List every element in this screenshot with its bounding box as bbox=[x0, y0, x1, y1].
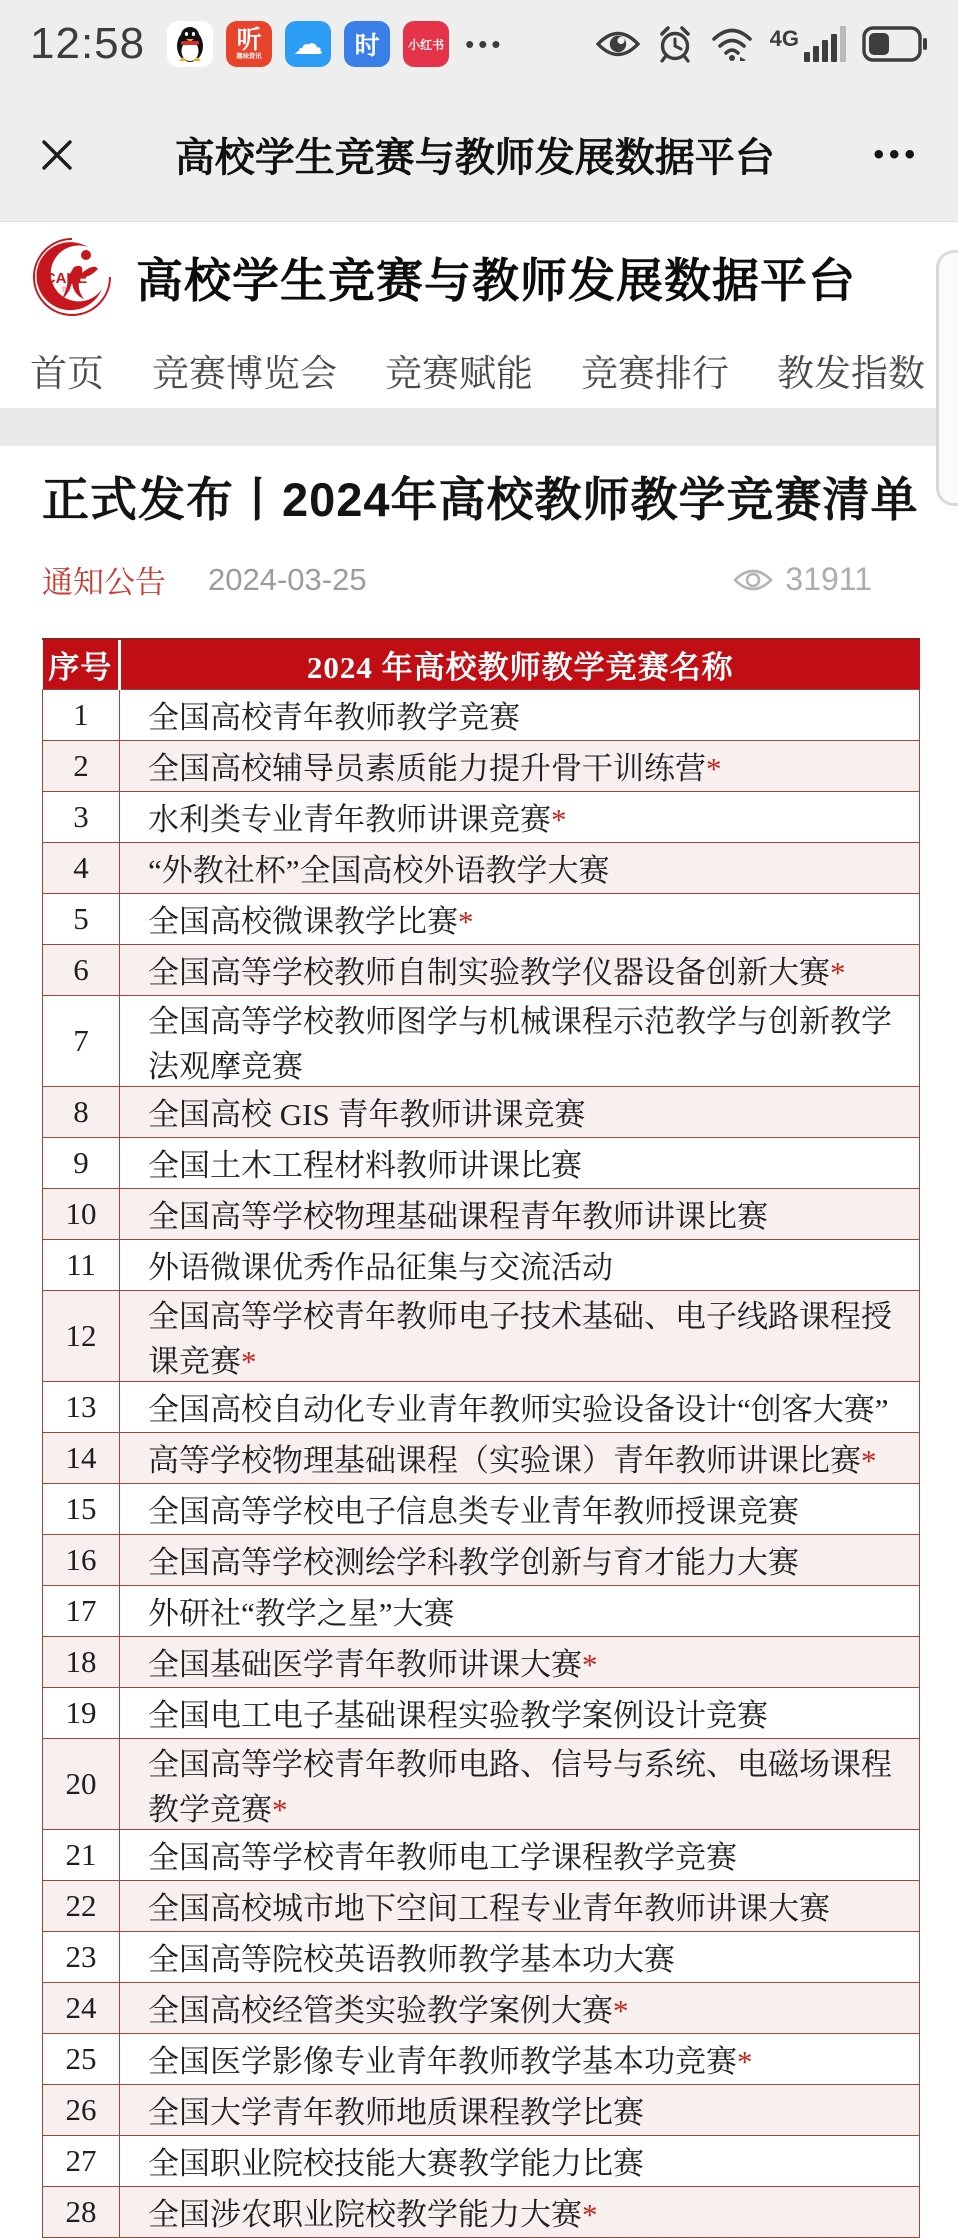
row-number: 11 bbox=[43, 1239, 120, 1290]
asterisk-marker: * bbox=[861, 1443, 877, 1479]
competition-name: 水利类专业青年教师讲课竞赛* bbox=[120, 791, 920, 842]
table-row bbox=[43, 1483, 920, 1534]
competition-name: 全国职业院校技能大赛教学能力比赛 bbox=[120, 2135, 920, 2186]
eye-mode-icon bbox=[596, 29, 640, 59]
publish-date: 2024-03-25 bbox=[208, 561, 367, 597]
more-notifications-dots: ••• bbox=[465, 28, 505, 59]
clock-time: 12:58 bbox=[30, 19, 146, 68]
row-number: 14 bbox=[43, 1432, 120, 1483]
signal-bar-5 bbox=[840, 26, 846, 62]
table-row bbox=[43, 2084, 920, 2135]
listen-app-glyph: 听 bbox=[236, 26, 262, 54]
competition-name: 全国电工电子基础课程实验教学案例设计竞赛 bbox=[120, 1687, 920, 1738]
row-number: 24 bbox=[43, 1982, 120, 2033]
close-button[interactable] bbox=[38, 136, 76, 174]
asterisk-marker: * bbox=[582, 1647, 598, 1683]
competition-name: 全国高等学校教师自制实验教学仪器设备创新大赛* bbox=[120, 944, 920, 995]
row-number: 18 bbox=[43, 1636, 120, 1687]
table-row bbox=[43, 1738, 920, 1829]
battery-icon bbox=[862, 26, 928, 62]
table-row bbox=[43, 1585, 920, 1636]
row-number: 19 bbox=[43, 1687, 120, 1738]
table-row bbox=[43, 842, 920, 893]
nav-item-empower[interactable]: 竞赛赋能 bbox=[385, 353, 533, 394]
notification-app-icons bbox=[167, 21, 449, 67]
competition-name: 全国高等学校测绘学科教学创新与育才能力大赛 bbox=[120, 1534, 920, 1585]
webview-titlebar bbox=[0, 88, 958, 222]
row-number: 9 bbox=[43, 1137, 120, 1188]
row-number: 13 bbox=[43, 1381, 120, 1432]
competition-name: 全国高校 GIS 青年教师讲课竞赛 bbox=[120, 1086, 920, 1137]
competition-name: 全国高等学校物理基础课程青年教师讲课比赛 bbox=[120, 1188, 920, 1239]
row-number: 7 bbox=[43, 995, 120, 1086]
row-number: 27 bbox=[43, 2135, 120, 2186]
asterisk-marker: * bbox=[706, 751, 722, 787]
row-number: 8 bbox=[43, 1086, 120, 1137]
wifi-icon bbox=[710, 27, 754, 61]
row-number: 10 bbox=[43, 1188, 120, 1239]
row-number: 16 bbox=[43, 1534, 120, 1585]
competition-table bbox=[42, 640, 920, 2238]
asterisk-marker: * bbox=[458, 904, 474, 940]
status-bar bbox=[0, 0, 958, 88]
table-row bbox=[43, 689, 920, 740]
qq-icon bbox=[167, 21, 213, 67]
row-number: 25 bbox=[43, 2033, 120, 2084]
shi-app-icon bbox=[344, 21, 390, 67]
article-title: 正式发布丨2024年高校教师教学竞赛清单 bbox=[42, 473, 919, 526]
category-label[interactable]: 通知公告 bbox=[42, 565, 166, 601]
competition-name: 外语微课优秀作品征集与交流活动 bbox=[120, 1239, 920, 1290]
network-type-label: 4G bbox=[769, 26, 799, 51]
competition-name: 全国高校经管类实验教学案例大赛* bbox=[120, 1982, 920, 2033]
row-number: 5 bbox=[43, 893, 120, 944]
asterisk-marker: * bbox=[737, 2044, 753, 2080]
table-row bbox=[43, 2186, 920, 2237]
status-bar-right-icons bbox=[596, 25, 928, 63]
competition-name: 全国高校微课教学比赛* bbox=[120, 893, 920, 944]
table-row bbox=[43, 1534, 920, 1585]
asterisk-marker: * bbox=[241, 1343, 257, 1379]
table-row bbox=[43, 1239, 920, 1290]
nav-item-home[interactable]: 首页 bbox=[30, 353, 104, 394]
asterisk-marker: * bbox=[613, 1993, 629, 2029]
cloud-glyph: ☁ bbox=[293, 27, 324, 61]
webview-title: 高校学生竞赛与教师发展数据平台 bbox=[174, 136, 775, 180]
article-meta bbox=[42, 557, 920, 602]
xiaohongshu-glyph: 小红书 bbox=[408, 37, 445, 52]
table-row bbox=[43, 1432, 920, 1483]
competition-table-wrap bbox=[42, 638, 920, 2238]
section-divider bbox=[0, 410, 958, 446]
competition-name: 全国高校自动化专业青年教师实验设备设计“创客大赛” bbox=[120, 1381, 920, 1432]
row-number: 23 bbox=[43, 1931, 120, 1982]
table-row bbox=[43, 1188, 920, 1239]
table-row bbox=[43, 1687, 920, 1738]
table-row bbox=[43, 791, 920, 842]
row-number: 28 bbox=[43, 2186, 120, 2237]
xiaohongshu-app-icon bbox=[403, 21, 449, 67]
row-number: 22 bbox=[43, 1880, 120, 1931]
competition-name: 全国高等学校青年教师电工学课程教学竞赛 bbox=[120, 1829, 920, 1880]
signal-bar-2 bbox=[813, 46, 819, 62]
row-number: 2 bbox=[43, 740, 120, 791]
row-number: 6 bbox=[43, 944, 120, 995]
row-number: 15 bbox=[43, 1483, 120, 1534]
listen-app-icon bbox=[226, 21, 272, 67]
competition-name: 高等学校物理基础课程（实验课）青年教师讲课比赛* bbox=[120, 1432, 920, 1483]
svg-text:学会: 学会 bbox=[60, 287, 72, 293]
site-title: 高校学生竞赛与教师发展数据平台 bbox=[136, 255, 856, 308]
cloud-app-icon bbox=[285, 21, 331, 67]
cahe-logo[interactable] bbox=[28, 233, 116, 321]
table-header-row bbox=[43, 640, 920, 689]
table-row bbox=[43, 1982, 920, 2033]
competition-name: 全国基础医学青年教师讲课大赛* bbox=[120, 1636, 920, 1687]
nav-item-ranking[interactable]: 竞赛排行 bbox=[581, 353, 729, 394]
table-row bbox=[43, 2033, 920, 2084]
row-number: 26 bbox=[43, 2084, 120, 2135]
asterisk-marker: * bbox=[582, 2197, 598, 2233]
signal-bar-4 bbox=[831, 34, 837, 62]
signal-bar-1 bbox=[804, 52, 810, 62]
view-count bbox=[733, 561, 872, 598]
view-count-value: 31911 bbox=[785, 561, 872, 598]
table-row bbox=[43, 1290, 920, 1381]
row-number: 4 bbox=[43, 842, 120, 893]
header-col-name: 2024 年高校教师教学竞赛名称 bbox=[120, 640, 920, 689]
competition-name: 全国高等学校教师图学与机械课程示范教学与创新教学法观摩竞赛 bbox=[120, 995, 920, 1086]
row-number: 3 bbox=[43, 791, 120, 842]
article bbox=[0, 446, 958, 2238]
asterisk-marker: * bbox=[830, 955, 846, 991]
competition-name: 全国涉农职业院校教学能力大赛* bbox=[120, 2186, 920, 2237]
page-scrollbar[interactable] bbox=[936, 250, 958, 506]
table-row bbox=[43, 995, 920, 1086]
table-row bbox=[43, 2135, 920, 2186]
cellular-signal-icon bbox=[770, 26, 846, 62]
table-row bbox=[43, 1829, 920, 1880]
row-number: 12 bbox=[43, 1290, 120, 1381]
competition-name: 全国土木工程材料教师讲课比赛 bbox=[120, 1137, 920, 1188]
row-number: 21 bbox=[43, 1829, 120, 1880]
listen-app-subtext: 趣味资讯 bbox=[236, 53, 262, 60]
competition-name: 全国高校青年教师教学竞赛 bbox=[120, 689, 920, 740]
table-row bbox=[43, 944, 920, 995]
nav-item-expo[interactable]: 竞赛博览会 bbox=[152, 353, 337, 394]
row-number: 20 bbox=[43, 1738, 120, 1829]
competition-name: “外教社杯”全国高校外语教学大赛 bbox=[120, 842, 920, 893]
table-row bbox=[43, 1931, 920, 1982]
close-icon bbox=[38, 136, 76, 174]
competition-name: 全国高等学校青年教师电路、信号与系统、电磁场课程教学竞赛* bbox=[120, 1738, 920, 1829]
competition-name: 全国高校城市地下空间工程专业青年教师讲课大赛 bbox=[120, 1880, 920, 1931]
competition-name: 外研社“教学之星”大赛 bbox=[120, 1585, 920, 1636]
nav-item-index[interactable]: 教发指数 bbox=[777, 353, 925, 394]
alarm-clock-icon bbox=[656, 25, 694, 63]
competition-name: 全国大学青年教师地质课程教学比赛 bbox=[120, 2084, 920, 2135]
views-eye-icon bbox=[733, 567, 773, 593]
competition-name: 全国高校辅导员素质能力提升骨干训练营* bbox=[120, 740, 920, 791]
row-number: 17 bbox=[43, 1585, 120, 1636]
asterisk-marker: * bbox=[551, 802, 567, 838]
more-menu-button[interactable]: ••• bbox=[873, 137, 920, 171]
signal-bar-3 bbox=[822, 40, 828, 62]
asterisk-marker: * bbox=[272, 1791, 288, 1827]
table-row bbox=[43, 1086, 920, 1137]
main-nav bbox=[0, 332, 958, 410]
table-row bbox=[43, 740, 920, 791]
site-header bbox=[0, 222, 958, 332]
competition-name: 全国高等学校电子信息类专业青年教师授课竞赛 bbox=[120, 1483, 920, 1534]
table-row bbox=[43, 893, 920, 944]
table-row bbox=[43, 1137, 920, 1188]
competition-name: 全国高等院校英语教师教学基本功大赛 bbox=[120, 1931, 920, 1982]
table-row bbox=[43, 1636, 920, 1687]
penguin-glyph bbox=[173, 25, 207, 63]
table-row bbox=[43, 1880, 920, 1931]
row-number: 1 bbox=[43, 689, 120, 740]
table-row bbox=[43, 1381, 920, 1432]
competition-name: 全国高等学校青年教师电子技术基础、电子线路课程授课竞赛* bbox=[120, 1290, 920, 1381]
shi-glyph: 时 bbox=[354, 32, 380, 60]
svg-text:CAHE: CAHE bbox=[44, 270, 88, 287]
header-col-no: 序号 bbox=[43, 640, 120, 689]
competition-name: 全国医学影像专业青年教师教学基本功竞赛* bbox=[120, 2033, 920, 2084]
